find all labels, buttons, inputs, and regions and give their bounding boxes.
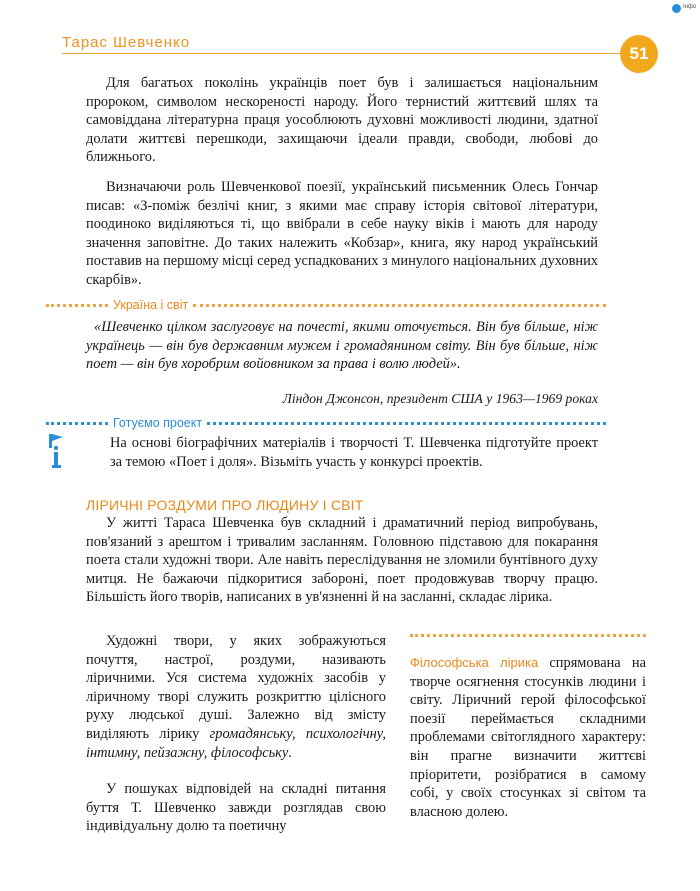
corner-logo-icon: [672, 4, 681, 13]
quote-attribution: Ліндон Джонсон, президент США у 1963—1969 роках: [282, 391, 598, 406]
lyric-types: громадянську, психологічну, інтимну, пейзажну, філософську: [86, 725, 386, 761]
header-rule: [62, 53, 622, 54]
corner-logo-text: Інфо: [683, 4, 697, 10]
running-header-title: Тарас Шевченко: [62, 34, 191, 51]
lyric-section-heading: ЛІРИЧНІ РОЗДУМИ ПРО ЛЮДИНУ І СВІТ: [86, 497, 364, 513]
project-section-label: [46, 416, 606, 430]
intro-paragraph-2: Визначаючи роль Шевченкової поезії, український письменник Олесь Гончар писав: «З-поміж безлічі книг, з якими має справу історія світової літератури, поодиноко виділяються ті, що ввібрали в себе науку віків і мають для народу значення заповітне. До таких належить «Кобзар», книга, яку народ український поставив на першому місці серед успадкованих з минулого національних духовних скарбів».: [86, 179, 598, 288]
project-task: На основі біографічних матеріалів і творчості Т. Шевченка підготуйте проект за темою «Поет і доля». Візьміть участь у конкурсі проектів.: [110, 435, 598, 470]
ukraine-world-section-label: [46, 298, 606, 312]
sidebar-term: Філософська лірика: [410, 655, 539, 670]
sidebar-dotted-rule: [410, 634, 646, 637]
lyric-paragraph-3: У пошуках відповідей на складні питання буття Т. Шевченко завжди розглядав свою індивідуальну долю та поетичну: [86, 781, 386, 835]
lyric-definition-start: Художні твори, у яких зображуються почуття, настрої, роздуми, називають ліричними. Уся система художніх засобів у ліричному творі служить розкриттю цілісного руху людської душі. Залежно від змісту виділяють лірику: [86, 633, 386, 742]
sidebar-definition: [410, 654, 646, 821]
lyric-definition-end: .: [288, 744, 292, 761]
sidebar-definition-text: спрямована на творче осягнення стосунків людини і світу. Ліричний герой філософської поезії переймається складними проблемами світоглядного характеру: він прагне визначити життєві пріоритети, розібратися в самому собі, у своїх стосунках зі світом та власною долею.: [410, 655, 646, 820]
johnson-quote: «Шевченко цілком заслуговує на почесті, якими оточується. Він був більше, ніж українець — він був державним мужем і громадянином світу. Він був більше, ніж поет — він був хоробрим войовником за права і волю людей».: [86, 319, 598, 373]
intro-paragraph-1: Для багатьох поколінь українців поет був і залишається національним пророком, символом нескореності народу. Його тернистий життєвий шлях та самовіддана літературна праця уособлюють духовні можливості людини, здатної долати життєві перешкоди, захищаючи ідеали правди, свободи, любові до ближнього.: [86, 75, 598, 166]
ukraine-world-label: Україна і світ: [113, 298, 189, 312]
lyric-paragraph-1: У житті Тараса Шевченка був складний і драматичний період випробувань, пов'язаний з арештом і тривалим засланням. Головною підставою для покарання поета стали художні твори. Але навіть переслідування не зломили бунтівного духу митця. Не бажаючи підкоритися забороні, поет продовжував творчу працю. Більшість його творів, написаних в ув'язненні й на засланні, складає лірика.: [86, 515, 598, 606]
project-label: Готуємо проект: [113, 416, 203, 430]
page-number-badge: 51: [620, 35, 658, 73]
lyric-definition-paragraph: [86, 632, 386, 762]
project-flag-icon: [46, 432, 66, 470]
